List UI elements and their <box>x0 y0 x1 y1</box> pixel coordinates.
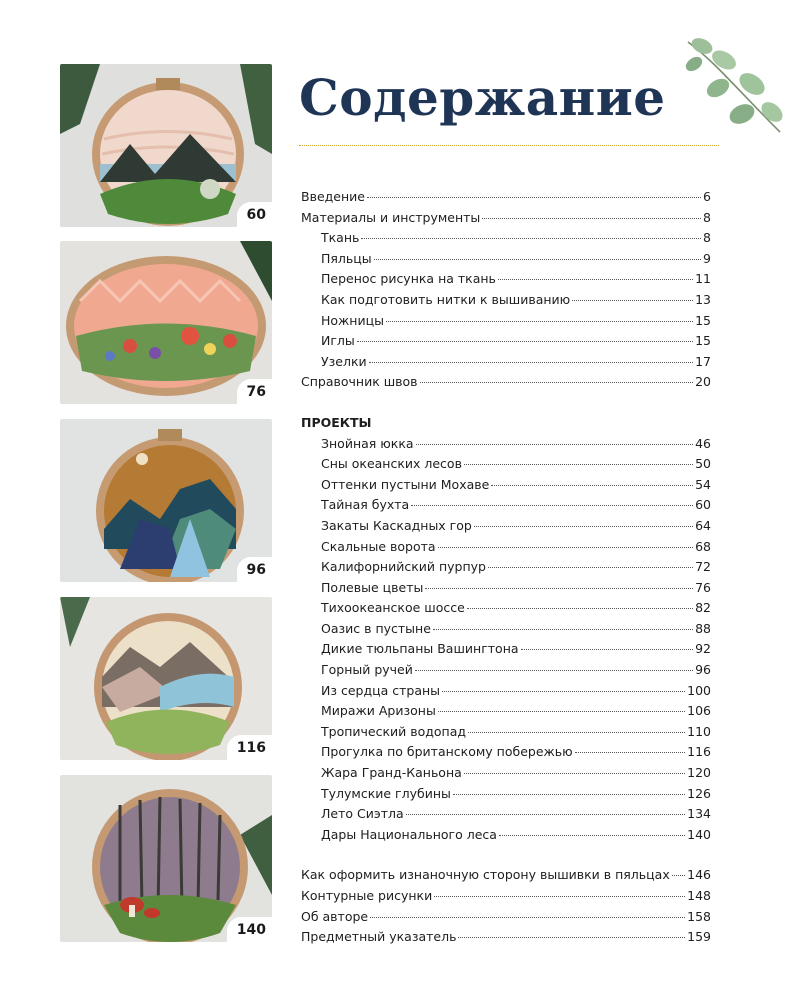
toc-entry-label: Калифорнийский пурпур <box>321 559 486 575</box>
hoop-photo-3 <box>60 419 272 582</box>
toc-leader <box>438 710 685 712</box>
toc-leader <box>442 690 685 692</box>
toc-leader <box>468 731 685 733</box>
table-of-contents <box>301 187 711 948</box>
toc-entry-label: Оттенки пустыни Мохаве <box>321 476 490 492</box>
toc-entry-label: Тайная бухта <box>321 497 410 513</box>
toc-entry-label: Пяльцы <box>321 250 372 266</box>
toc-entry-page: 134 <box>687 806 711 822</box>
toc-leader <box>499 834 685 836</box>
toc-leader <box>464 463 693 465</box>
toc-entry-label: Тропический водопад <box>321 723 467 739</box>
toc-leader <box>572 299 693 301</box>
page-badge: 60 <box>237 202 272 227</box>
toc-leader <box>467 607 693 609</box>
toc-entry-label: Скальные ворота <box>321 538 436 554</box>
toc-entry[interactable] <box>301 907 711 928</box>
toc-entry-label: Дикие тюльпаны Вашингтона <box>321 641 519 657</box>
toc-leader <box>438 546 694 548</box>
toc-project-entry[interactable] <box>301 804 711 825</box>
toc-leader <box>374 258 701 260</box>
toc-leader <box>433 628 693 630</box>
toc-entry-label: Тулумские глубины <box>321 785 451 801</box>
toc-project-entry[interactable] <box>301 475 711 496</box>
toc-entry-page: 148 <box>687 888 711 903</box>
toc-entry-label: Оазис в пустыне <box>321 620 431 636</box>
canyon-night-embroidery-image <box>60 419 272 582</box>
toc-entry-label: Лето Сиэтла <box>321 806 404 822</box>
toc-entry-page: 96 <box>695 662 711 678</box>
toc-entry[interactable] <box>301 865 711 886</box>
toc-entry-page: 126 <box>687 785 711 801</box>
toc-entry-label: Горный ручей <box>321 662 413 678</box>
toc-project-entry[interactable] <box>301 701 711 722</box>
toc-entry-page: 140 <box>687 826 711 842</box>
toc-subentry[interactable] <box>301 228 711 249</box>
page-badge: 116 <box>227 735 272 760</box>
toc-entry-page: 9 <box>703 250 711 266</box>
toc-entry-page: 64 <box>695 517 711 533</box>
hoop-photo-2 <box>60 241 272 404</box>
toc-project-entry[interactable] <box>301 557 711 578</box>
toc-entry[interactable] <box>301 927 711 948</box>
toc-project-entry[interactable] <box>301 598 711 619</box>
mountain-lake-embroidery-image <box>60 64 272 227</box>
toc-leader <box>474 525 693 527</box>
toc-leader <box>367 196 701 198</box>
toc-subentry[interactable] <box>301 290 711 311</box>
toc-leader <box>420 381 694 383</box>
toc-project-entry[interactable] <box>301 495 711 516</box>
toc-entry-label: Полевые цветы <box>321 579 424 595</box>
toc-leader <box>369 361 693 363</box>
toc-project-entry[interactable] <box>301 763 711 784</box>
toc-entry-page: 158 <box>687 908 711 924</box>
hoop-photo-4 <box>60 597 272 760</box>
toc-entry-label: Как подготовить нитки к вышиванию <box>321 291 571 307</box>
toc-project-entry[interactable] <box>301 578 711 599</box>
toc-entry-label: Об авторе <box>301 908 369 924</box>
toc-project-entry[interactable] <box>301 825 711 846</box>
toc-entry-label: Знойная юкка <box>321 435 414 451</box>
wildflowers-embroidery-image <box>60 241 272 404</box>
toc-entry-label: Тихоокеанское шоссе <box>321 600 465 616</box>
page-badge: 140 <box>227 917 272 942</box>
toc-project-entry[interactable] <box>301 639 711 660</box>
toc-entry-label: Дары Национального леса <box>321 826 497 842</box>
projects-heading: ПРОЕКТЫ <box>301 414 372 430</box>
toc-leader <box>491 484 693 486</box>
toc-entry-page: 159 <box>687 929 711 945</box>
toc-leader <box>453 793 685 795</box>
toc-entry-label: Ткань <box>321 230 360 246</box>
toc-leader <box>672 874 685 876</box>
toc-entry-label: Перенос рисунка на ткань <box>321 271 496 287</box>
toc-entry-page: 8 <box>703 230 711 246</box>
toc-leader <box>425 587 693 589</box>
toc-entry-page: 146 <box>687 867 711 883</box>
toc-entry-page: 20 <box>695 374 711 390</box>
toc-entry-page: 6 <box>703 189 711 204</box>
toc-entry-page: 11 <box>695 271 711 287</box>
toc-entry-page: 13 <box>695 291 711 307</box>
toc-project-entry[interactable] <box>301 434 711 455</box>
toc-entry-page: 116 <box>687 744 711 760</box>
toc-entry-page: 8 <box>703 209 711 225</box>
toc-entry-label: Справочник швов <box>301 374 418 390</box>
toc-entry-page: 92 <box>695 641 711 657</box>
toc-entry[interactable] <box>301 208 711 229</box>
toc-entry-label: Прогулка по британскому побережью <box>321 744 573 760</box>
toc-project-entry[interactable] <box>301 537 711 558</box>
toc-entry-page: 17 <box>695 353 711 369</box>
toc-leader <box>434 895 685 897</box>
toc-project-entry[interactable] <box>301 784 711 805</box>
eucalyptus-decoration <box>680 32 790 142</box>
page-title: Содержание <box>299 68 666 127</box>
toc-entry-label: Закаты Каскадных гор <box>321 517 472 533</box>
toc-project-entry[interactable] <box>301 742 711 763</box>
toc-entry-page: 46 <box>695 435 711 451</box>
toc-entry-page: 76 <box>695 579 711 595</box>
toc-entry-page: 82 <box>695 600 711 616</box>
toc-entry-label: Жара Гранд-Каньона <box>321 765 462 781</box>
toc-leader <box>464 772 685 774</box>
toc-entry[interactable] <box>301 187 711 208</box>
toc-entry-label: Предметный указатель <box>301 929 457 945</box>
toc-project-entry[interactable] <box>301 722 711 743</box>
toc-subentry[interactable] <box>301 249 711 270</box>
toc-entry-page: 50 <box>695 456 711 472</box>
toc-leader <box>411 504 693 506</box>
toc-project-entry[interactable] <box>301 454 711 475</box>
toc-entry-page: 54 <box>695 476 711 492</box>
toc-subentry[interactable] <box>301 331 711 352</box>
toc-leader <box>415 669 693 671</box>
toc-leader <box>458 936 685 938</box>
toc-project-entry[interactable] <box>301 516 711 537</box>
toc-leader <box>416 443 694 445</box>
toc-entry-page: 68 <box>695 538 711 554</box>
toc-entry-label: Узелки <box>321 353 367 369</box>
toc-entry[interactable] <box>301 886 711 907</box>
toc-leader <box>521 648 694 650</box>
toc-entry-page: 110 <box>687 723 711 739</box>
toc-entry-page: 100 <box>687 682 711 698</box>
toc-project-entry[interactable] <box>301 619 711 640</box>
page-badge: 96 <box>237 557 272 582</box>
hoop-photo-5 <box>60 775 272 942</box>
toc-entry[interactable] <box>301 372 711 393</box>
section-spacer <box>301 845 711 865</box>
toc-subentry[interactable] <box>301 269 711 290</box>
toc-entry-page: 120 <box>687 765 711 781</box>
page-badge: 76 <box>237 379 272 404</box>
toc-leader <box>406 813 686 815</box>
toc-entry-label: Материалы и инструменты <box>301 209 481 225</box>
toc-entry-label: Контурные рисунки <box>301 888 433 903</box>
toc-entry-label: Как оформить изнаночную сторону вышивки в пяльцах <box>301 867 670 883</box>
toc-entry-page: 60 <box>695 497 711 513</box>
toc-subentry[interactable] <box>301 311 711 332</box>
toc-leader <box>357 340 693 342</box>
toc-leader <box>488 566 693 568</box>
toc-leader <box>482 217 701 219</box>
toc-subentry[interactable] <box>301 352 711 373</box>
toc-entry-page: 15 <box>695 312 711 328</box>
toc-entry-page: 15 <box>695 333 711 349</box>
toc-entry-page: 88 <box>695 620 711 636</box>
toc-entry-label: Ножницы <box>321 312 384 328</box>
toc-entry-label: Введение <box>301 189 365 204</box>
toc-entry-label: Иглы <box>321 333 355 349</box>
toc-leader <box>361 237 701 239</box>
toc-entry-page: 106 <box>687 703 711 719</box>
toc-entry-label: Миражи Аризоны <box>321 703 436 719</box>
toc-entry-label: Из сердца страны <box>321 682 441 698</box>
toc-leader <box>370 916 685 918</box>
hoop-photo-1 <box>60 64 272 227</box>
toc-entry-page: 72 <box>695 559 711 575</box>
toc-leader <box>386 320 693 322</box>
toc-entry-label: Сны океанских лесов <box>321 456 462 472</box>
toc-project-entry[interactable] <box>301 681 711 702</box>
title-divider <box>299 145 719 146</box>
toc-project-entry[interactable] <box>301 660 711 681</box>
toc-leader <box>498 278 693 280</box>
toc-leader <box>575 751 685 753</box>
